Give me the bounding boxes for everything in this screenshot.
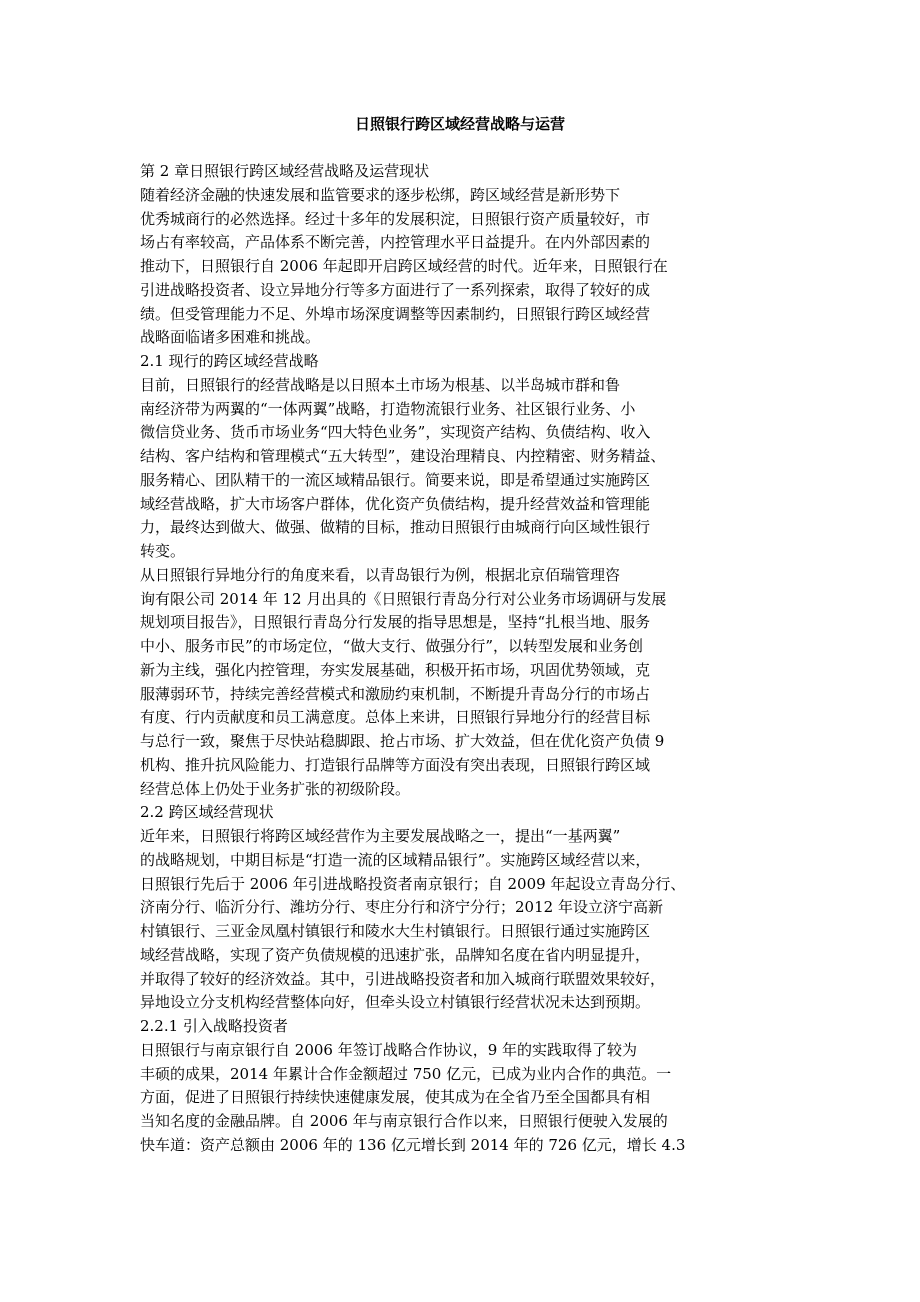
body-line: 目前，日照银行的经营战略是以日照本土市场为根基、以半岛城市群和鲁 (140, 375, 621, 394)
body-line: 域经营战略，实现了资产负债规模的迅速扩张，品牌知名度在省内明显提升， (140, 945, 651, 964)
body-line: 场占有率较高，产品体系不断完善，内控管理水平日益提升。在内外部因素的 (140, 233, 651, 252)
body-line: 南经济带为两翼的“一体两翼”战略，打造物流银行业务、社区银行业务、小 (140, 399, 636, 418)
body-line: 2.2 跨区域经营现状 (140, 803, 274, 822)
body-line: 2.1 现行的跨区域经营战略 (140, 352, 319, 370)
body-line: 村镇银行、三亚金凤凰村镇银行和陵水大生村镇银行。日照银行通过实施跨区 (140, 922, 651, 940)
body-line: 优秀城商行的必然选择。经过十多年的发展积淀，日照银行资产质量较好，市 (140, 209, 651, 228)
body-line: 新为主线，强化内控管理，夯实发展基础，积极开拓市场，巩固优势领域，克 (140, 660, 651, 679)
body-line: 力，最终达到做大、做强、做精的目标，推动日照银行由城商行向区域性银行 (140, 518, 651, 537)
body-line: 询有限公司 2014 年 12 月出具的《日照银行青岛分行对公业务市场调研与发展 (140, 589, 667, 608)
body-line: 转变。 (140, 542, 186, 560)
body-line: 日照银行与南京银行自 2006 年签订战略合作协议，9 年的实践取得了较为 (140, 1040, 638, 1059)
body-line: 有度、行内贡献度和员工满意度。总体上来讲，日照银行异地分行的经营目标 (140, 708, 651, 727)
body-line: 规划项目报告》，日照银行青岛分行发展的指导思想是，坚持“扎根当地、服务 (140, 613, 651, 632)
body-line: 机构、推升抗风险能力、打造银行品牌等方面没有突出表现，日照银行跨区域 (140, 755, 651, 774)
body-line: 域经营战略，扩大市场客户群体，优化资产负债结构，提升经营效益和管理能 (140, 494, 651, 513)
body-line: 推动下，日照银行自 2006 年起即开启跨区域经营的时代。近年来，日照银行在 (140, 257, 668, 275)
document-title: 日照银行跨区域经营战略与运营 (354, 115, 565, 133)
body-line: 服薄弱环节，持续完善经营模式和激励约束机制，不断提升青岛分行的市场占 (140, 684, 651, 703)
body-line: 丰硕的成果，2014 年累计合作金额超过 750 亿元，已成为业内合作的典范。一 (140, 1064, 672, 1083)
body-line: 日照银行先后于 2006 年引进战略投资者南京银行；自 2009 年起设立青岛分行、 (140, 874, 686, 893)
body-line: 2.2.1 引入战略投资者 (140, 1017, 288, 1035)
body-line: 第 2 章日照银行跨区域经营战略及运营现状 (140, 162, 430, 180)
document-body (140, 160, 740, 1158)
body-line: 中小、服务市民”的市场定位，“做大支行、做强分行”，以转型发展和业务创 (140, 637, 644, 655)
body-line: 绩。但受管理能力不足、外埠市场深度调整等因素制约，日照银行跨区域经营 (140, 304, 651, 323)
body-line: 微信贷业务、货币市场业务“四大特色业务”，实现资产结构、负债结构、收入 (140, 423, 651, 442)
body-line: 并取得了较好的经济效益。其中，引进战略投资者和加入城商行联盟效果较好， (140, 969, 666, 988)
body-line: 结构、客户结构和管理模式“五大转型”，建设治理精良、内控精密、财务精益、 (140, 447, 666, 465)
body-line: 从日照银行异地分行的角度来看，以青岛银行为例，根据北京佰瑞管理咨 (140, 565, 621, 584)
body-line: 服务精心、团队精干的一流区域精品银行。简要来说，即是希望通过实施跨区 (140, 470, 651, 489)
body-line: 异地设立分支机构经营整体向好，但牵头设立村镇银行经营状况未达到预期。 (140, 993, 651, 1012)
body-line: 经营总体上仍处于业务扩张的初级阶段。 (140, 779, 411, 798)
body-line: 与总行一致，聚焦于尽快站稳脚跟、抢占市场、扩大效益，但在优化资产负债 9 (140, 732, 665, 750)
body-line: 快车道：资产总额由 2006 年的 136 亿元增长到 2014 年的 726 亿元，增长 4.3 (140, 1135, 686, 1154)
body-line: 的战略规划，中期目标是“打造一流的区域精品银行”。实施跨区域经营以来， (140, 850, 651, 869)
body-line: 近年来，日照银行将跨区域经营作为主要发展战略之一，提出“一基两翼” (140, 827, 621, 845)
body-line: 当知名度的金融品牌。自 2006 年与南京银行合作以来，日照银行便驶入发展的 (140, 1112, 668, 1130)
body-line: 方面，促进了日照银行持续快速健康发展，使其成为在全省乃至全国都具有相 (140, 1088, 651, 1107)
body-line: 引进战略投资者、设立异地分行等多方面进行了一系列探索，取得了较好的成 (140, 280, 651, 299)
body-line: 战略面临诸多困难和挑战。 (140, 328, 321, 347)
body-line: 随着经济金融的快速发展和监管要求的逐步松绑，跨区域经营是新形势下 (140, 185, 621, 204)
body-line: 济南分行、临沂分行、潍坊分行、枣庄分行和济宁分行；2012 年设立济宁高新 (140, 898, 663, 917)
